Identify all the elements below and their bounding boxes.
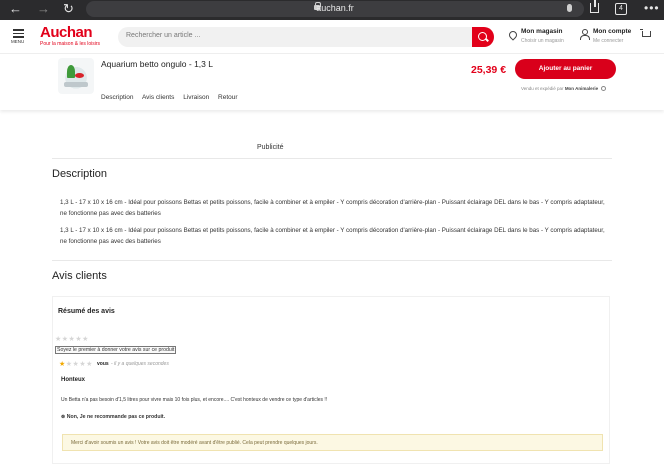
review-body: Un Betta n'a pas besoin d'1,5 litres pour vivre mais 10 fois plus, et encore.... C'est honteux de vendre ce type d'articles !! <box>61 397 328 403</box>
tab-retour[interactable]: Retour <box>218 94 238 101</box>
back-icon[interactable]: ← <box>9 1 22 16</box>
auchan-logo[interactable]: Auchan <box>40 24 93 41</box>
microphone-icon[interactable] <box>567 4 572 12</box>
tabs-button[interactable]: 4 <box>615 3 627 15</box>
location-pin-icon[interactable] <box>507 29 518 40</box>
user-icon[interactable] <box>580 29 589 40</box>
review-submitted-notice: Merci d'avoir soumis un avis ! Votre avis doit être modéré avant d'être publié. Cela peut prendre quelques jours. <box>62 434 603 451</box>
search-icon[interactable] <box>472 27 494 47</box>
review-author: vous <box>97 361 109 367</box>
menu-label[interactable]: MENU <box>11 39 25 44</box>
url-text: auchan.fr <box>316 3 354 13</box>
tab-description[interactable]: Description <box>101 94 134 101</box>
account-title[interactable]: Mon compte <box>593 28 632 35</box>
product-tabs <box>101 94 245 101</box>
review-rating-stars: ★★★★★ <box>59 361 93 368</box>
site-header <box>0 20 664 54</box>
search-input[interactable] <box>118 27 494 47</box>
forward-icon[interactable]: → <box>37 1 50 16</box>
info-icon[interactable] <box>601 86 606 91</box>
add-to-cart-button[interactable]: Ajouter au panier <box>515 59 616 79</box>
average-rating-stars: ★★★★★ <box>55 336 89 343</box>
logo-tagline: Pour la maison & les loisirs <box>40 41 101 47</box>
review-title: Honteux <box>61 377 85 383</box>
seller-name[interactable]: Mon Animalerie <box>564 86 599 91</box>
divider <box>52 260 612 261</box>
tab-avis-clients[interactable]: Avis clients <box>141 94 175 101</box>
more-icon[interactable]: ••• <box>644 1 660 15</box>
menu-icon[interactable] <box>13 29 24 40</box>
product-name: Aquarium betto ongulo - 1,3 L <box>101 59 213 69</box>
share-icon[interactable] <box>590 3 599 13</box>
reviews-summary-title: Résumé des avis <box>58 308 115 315</box>
address-bar[interactable] <box>86 1 584 17</box>
description-title: Description <box>52 168 108 180</box>
product-price: 25,39 € <box>471 64 507 76</box>
browser-toolbar <box>0 0 664 20</box>
search-placeholder: Rechercher un article ... <box>126 32 201 39</box>
tab-livraison[interactable]: Livraison <box>183 94 210 101</box>
store-title[interactable]: Mon magasin <box>521 28 563 35</box>
product-thumbnail[interactable] <box>58 58 94 94</box>
cart-icon[interactable] <box>642 31 651 37</box>
seller-info <box>521 86 606 91</box>
description-paragraph: 1,3 L - 17 x 10 x 16 cm - Idéal pour poissons Bettas et petits poissons, facile à combiner et à empiler - Y compris décoration d'arrière-plan - Puissant éclairage DEL dans le bas - Y compris adaptateur, ne fonctionne pas avec des batteries <box>60 227 605 245</box>
review-time: - il y a quelques secondes <box>111 361 169 367</box>
review-recommendation: ⊗ Non, Je ne recommande pas ce produit. <box>61 414 166 420</box>
account-subtitle[interactable]: Me connecter <box>593 38 624 44</box>
description-paragraph: 1,3 L - 17 x 10 x 16 cm - Idéal pour poissons Bettas et petits poissons, facile à combiner et à empiler - Y compris décoration d'arrière-plan - Puissant éclairage DEL dans le bas - Y compris adaptateur, ne fonctionne pas avec des batteries <box>60 199 605 217</box>
first-review-link[interactable]: Soyez le premier à donner votre avis sur ce produit <box>57 347 175 353</box>
divider <box>52 158 612 159</box>
store-subtitle[interactable]: Choisir un magasin <box>521 38 564 44</box>
reload-icon[interactable]: ↻ <box>63 1 74 16</box>
seller-prefix: Vendu et expédié par <box>521 86 564 91</box>
reviews-title: Avis clients <box>52 270 107 282</box>
product-bar <box>0 54 664 110</box>
recommendation-text: Non, Je ne recommande pas ce produit. <box>66 414 166 420</box>
advertisement-label: Publicité <box>257 144 284 151</box>
reviews-widget <box>52 296 610 464</box>
